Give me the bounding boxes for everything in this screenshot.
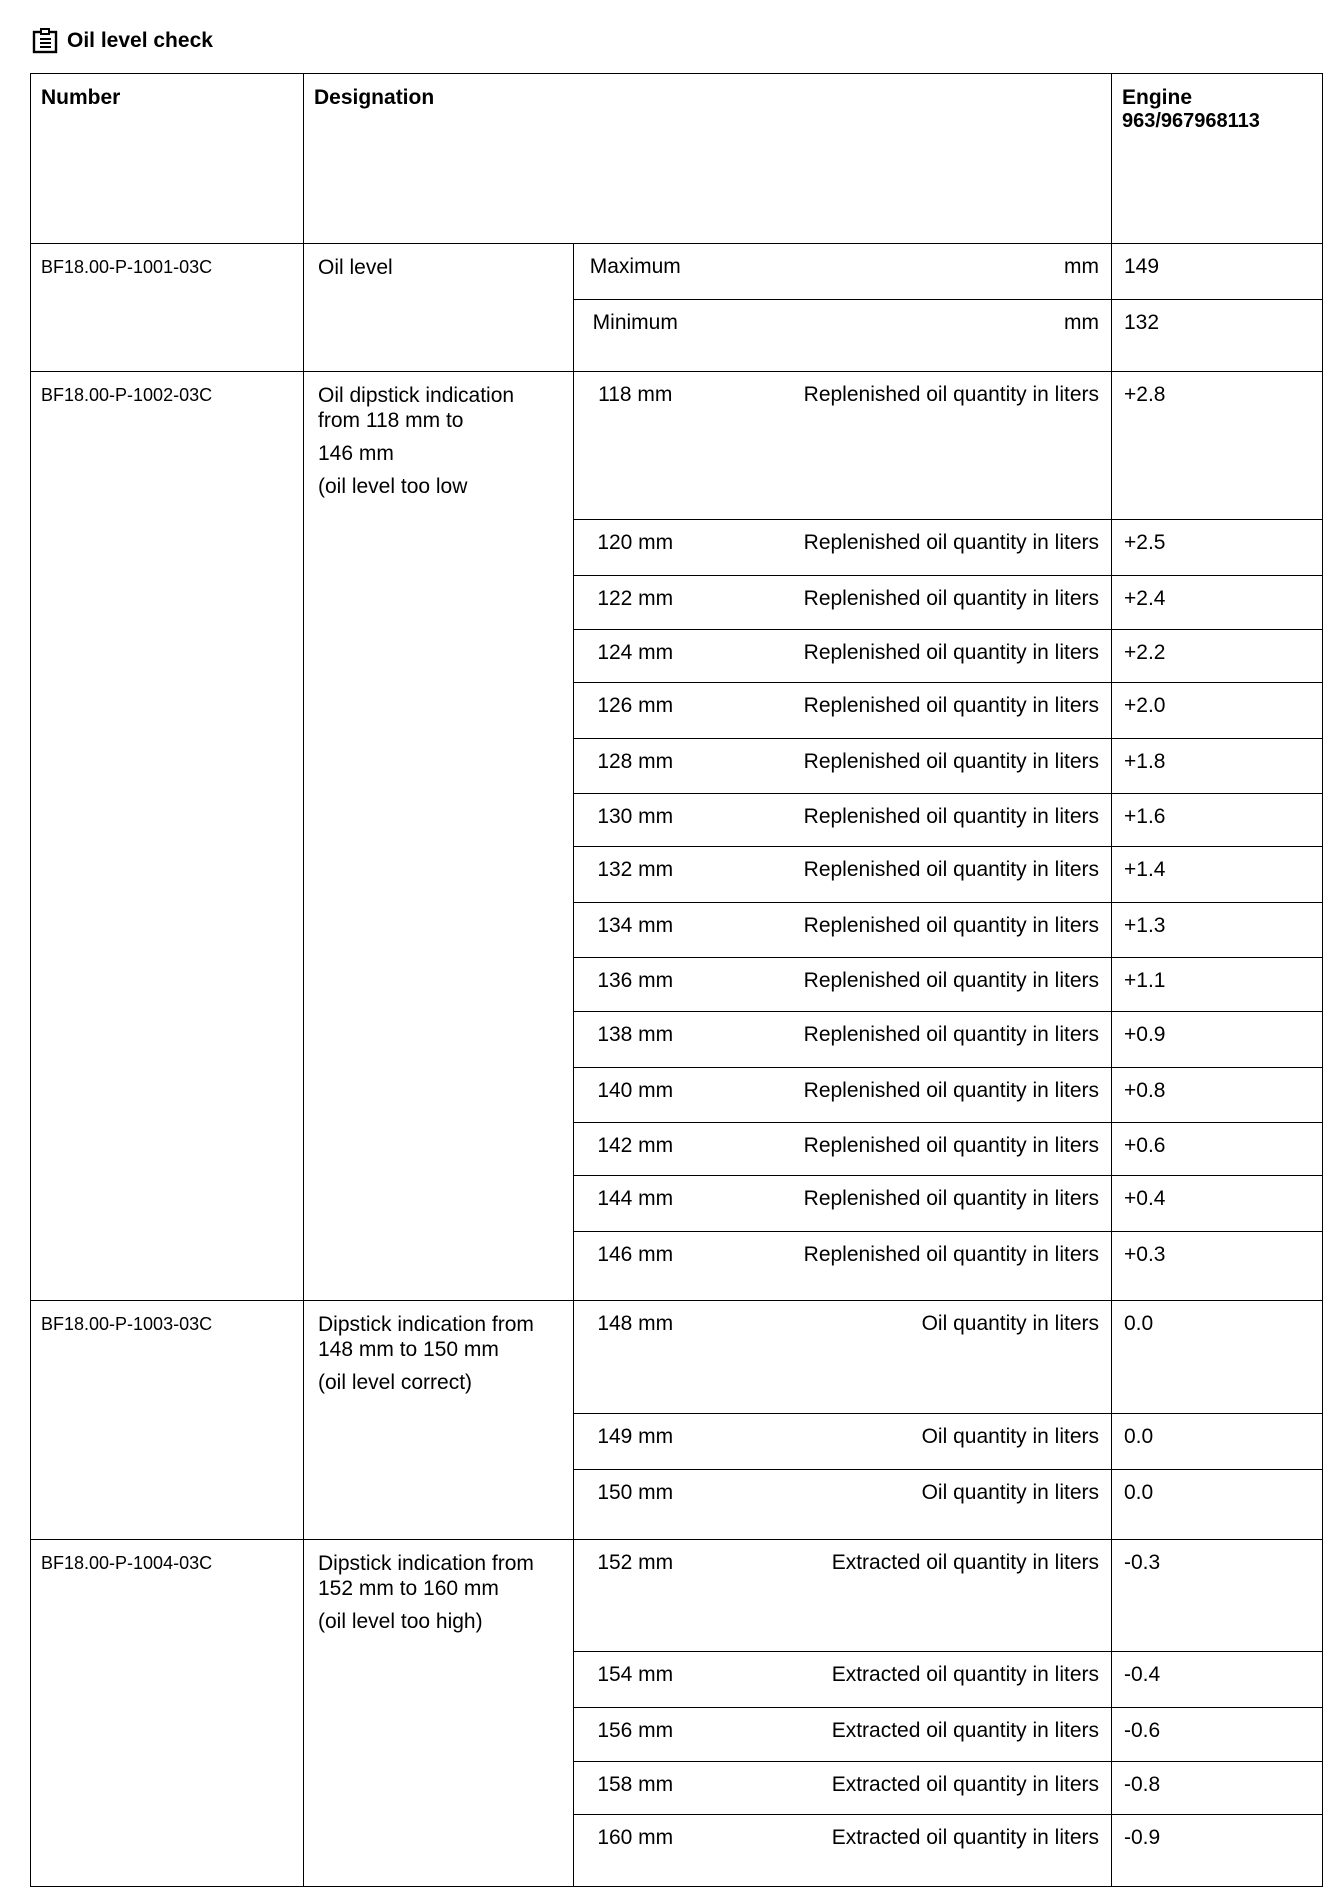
dipstick-reading: 146 mm	[574, 1232, 697, 1301]
quantity-label: Replenished oil quantity in liters	[697, 1012, 1112, 1068]
quantity-label: Replenished oil quantity in liters	[697, 903, 1112, 958]
header-engine-line2: 963/967968113	[1122, 110, 1260, 132]
dipstick-reading: 124 mm	[574, 630, 697, 683]
dipstick-reading: 149 mm	[574, 1414, 697, 1470]
quantity-value: -0.6	[1112, 1708, 1323, 1762]
dipstick-reading: 130 mm	[574, 794, 697, 847]
header-designation: Designation	[304, 74, 1112, 244]
table-row	[31, 1540, 1323, 1652]
header-engine	[1112, 74, 1323, 244]
quantity-value: +0.4	[1112, 1176, 1323, 1232]
quantity-label: Replenished oil quantity in liters	[697, 739, 1112, 794]
table-header-row	[31, 74, 1323, 244]
quantity-value: -0.3	[1112, 1540, 1323, 1652]
dipstick-reading: 120 mm	[574, 520, 697, 576]
designation-line: Oil dipstick indication from 118 mm to	[318, 384, 515, 432]
quantity-label: Oil quantity in liters	[697, 1414, 1112, 1470]
quantity-label: Extracted oil quantity in liters	[697, 1762, 1112, 1815]
dipstick-reading: 150 mm	[574, 1470, 697, 1540]
quantity-value: +2.2	[1112, 630, 1323, 683]
quantity-label: Replenished oil quantity in liters	[697, 958, 1112, 1012]
dipstick-reading: Maximum	[574, 244, 697, 300]
page-title-text: Oil level check	[67, 29, 213, 52]
dipstick-reading: 118 mm	[574, 372, 697, 520]
quantity-label: Replenished oil quantity in liters	[697, 520, 1112, 576]
header-number: Number	[31, 74, 304, 244]
dipstick-reading: 144 mm	[574, 1176, 697, 1232]
quantity-label: Replenished oil quantity in liters	[697, 576, 1112, 630]
designation-line: Dipstick indication from 148 mm to 150 mm	[318, 1313, 534, 1361]
quantity-value: +0.6	[1112, 1123, 1323, 1176]
quantity-label: Replenished oil quantity in liters	[697, 683, 1112, 739]
quantity-value: 149	[1112, 244, 1323, 300]
quantity-label: Oil quantity in liters	[697, 1301, 1112, 1414]
dipstick-reading: 138 mm	[574, 1012, 697, 1068]
designation-line: Dipstick indication from 152 mm to 160 mm	[318, 1552, 534, 1600]
spec-designation	[304, 1540, 574, 1887]
dipstick-reading: 148 mm	[574, 1301, 697, 1414]
quantity-label: Replenished oil quantity in liters	[697, 847, 1112, 903]
spec-number: BF18.00-P-1004-03C	[31, 1540, 304, 1887]
dipstick-reading: 142 mm	[574, 1123, 697, 1176]
quantity-label: Extracted oil quantity in liters	[697, 1540, 1112, 1652]
designation-line: (oil level too low	[318, 475, 468, 498]
checklist-icon	[31, 27, 59, 55]
spec-designation	[304, 1301, 574, 1540]
quantity-label: mm	[697, 244, 1112, 300]
spec-number: BF18.00-P-1001-03C	[31, 244, 304, 372]
designation-line: Oil level	[318, 256, 393, 279]
dipstick-reading: 160 mm	[574, 1815, 697, 1887]
quantity-label: Replenished oil quantity in liters	[697, 1068, 1112, 1123]
quantity-label: Replenished oil quantity in liters	[697, 1232, 1112, 1301]
dipstick-reading: 140 mm	[574, 1068, 697, 1123]
quantity-value: +0.3	[1112, 1232, 1323, 1301]
quantity-value: +2.0	[1112, 683, 1323, 739]
quantity-value: +2.5	[1112, 520, 1323, 576]
dipstick-reading: 154 mm	[574, 1652, 697, 1708]
spec-designation	[304, 372, 574, 1301]
quantity-value: +0.9	[1112, 1012, 1323, 1068]
page-title	[31, 26, 213, 56]
header-engine-line1: Engine	[1122, 86, 1193, 109]
quantity-value: +2.4	[1112, 576, 1323, 630]
quantity-label: Extracted oil quantity in liters	[697, 1815, 1112, 1887]
spec-designation	[304, 244, 574, 372]
quantity-label: Replenished oil quantity in liters	[697, 1123, 1112, 1176]
quantity-value: -0.9	[1112, 1815, 1323, 1887]
dipstick-reading: 134 mm	[574, 903, 697, 958]
quantity-value: +1.1	[1112, 958, 1323, 1012]
dipstick-reading: 132 mm	[574, 847, 697, 903]
quantity-value: -0.8	[1112, 1762, 1323, 1815]
quantity-label: Extracted oil quantity in liters	[697, 1708, 1112, 1762]
quantity-value: +1.3	[1112, 903, 1323, 958]
quantity-value: +1.6	[1112, 794, 1323, 847]
table-row	[31, 244, 1323, 300]
table-row	[31, 1301, 1323, 1414]
quantity-label: Replenished oil quantity in liters	[697, 1176, 1112, 1232]
dipstick-reading: Minimum	[574, 300, 697, 372]
dipstick-reading: 156 mm	[574, 1708, 697, 1762]
quantity-value: +1.4	[1112, 847, 1323, 903]
dipstick-reading: 128 mm	[574, 739, 697, 794]
quantity-value: 0.0	[1112, 1470, 1323, 1540]
quantity-value: +2.8	[1112, 372, 1323, 520]
designation-line: 146 mm	[318, 442, 394, 465]
quantity-label: Replenished oil quantity in liters	[697, 372, 1112, 520]
quantity-value: 0.0	[1112, 1301, 1323, 1414]
dipstick-reading: 122 mm	[574, 576, 697, 630]
quantity-value: 0.0	[1112, 1414, 1323, 1470]
quantity-label: Replenished oil quantity in liters	[697, 630, 1112, 683]
dipstick-reading: 158 mm	[574, 1762, 697, 1815]
spec-number: BF18.00-P-1002-03C	[31, 372, 304, 1301]
table-body	[31, 244, 1323, 1887]
dipstick-reading: 126 mm	[574, 683, 697, 739]
designation-line: (oil level correct)	[318, 1371, 473, 1394]
table-row	[31, 372, 1323, 520]
designation-line: (oil level too high)	[318, 1610, 483, 1633]
quantity-label: mm	[697, 300, 1112, 372]
oil-level-table	[30, 73, 1323, 1887]
quantity-value: +0.8	[1112, 1068, 1323, 1123]
quantity-value: 132	[1112, 300, 1323, 372]
quantity-label: Oil quantity in liters	[697, 1470, 1112, 1540]
quantity-label: Extracted oil quantity in liters	[697, 1652, 1112, 1708]
quantity-value: -0.4	[1112, 1652, 1323, 1708]
quantity-label: Replenished oil quantity in liters	[697, 794, 1112, 847]
dipstick-reading: 152 mm	[574, 1540, 697, 1652]
spec-number: BF18.00-P-1003-03C	[31, 1301, 304, 1540]
quantity-value: +1.8	[1112, 739, 1323, 794]
dipstick-reading: 136 mm	[574, 958, 697, 1012]
